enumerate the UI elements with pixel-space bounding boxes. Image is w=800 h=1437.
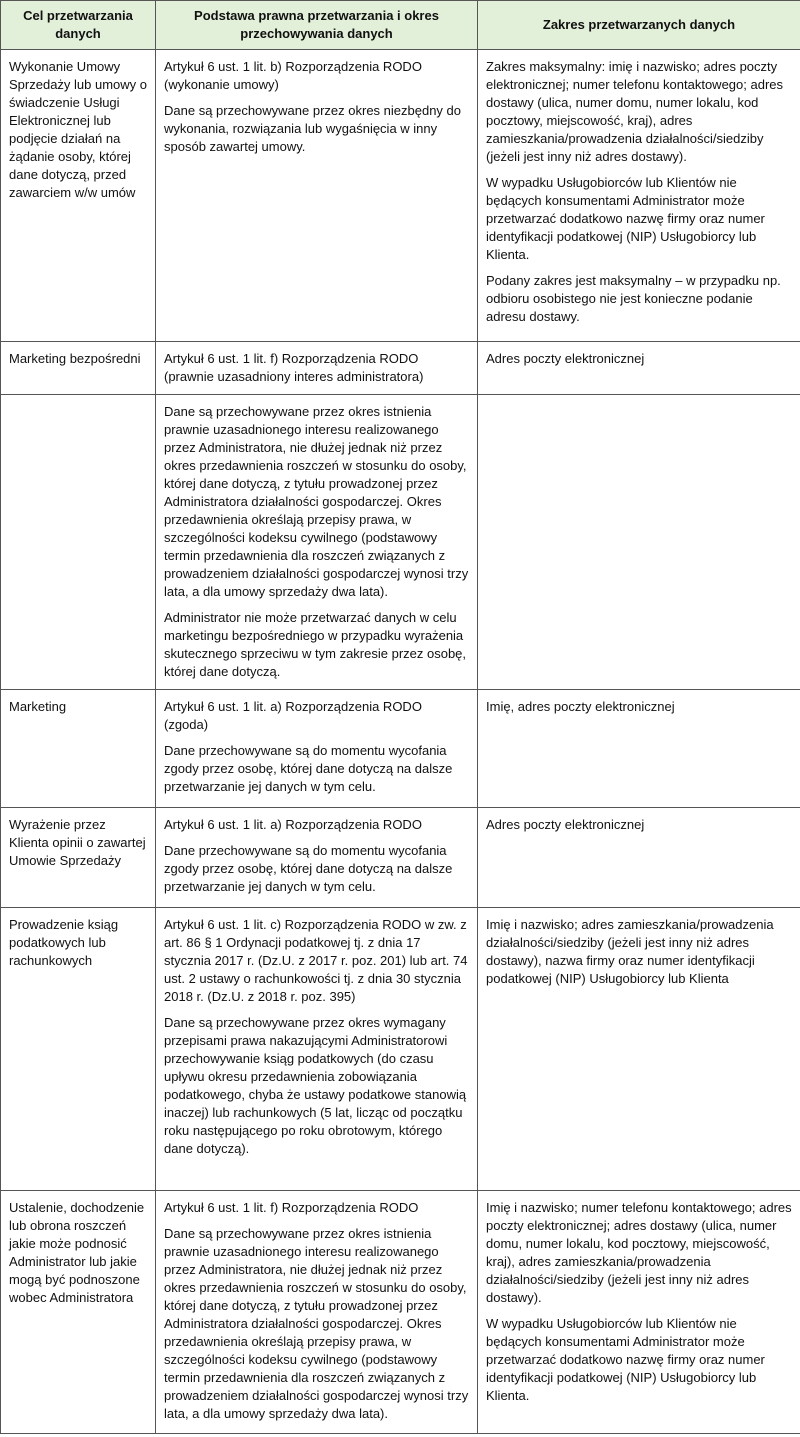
scope-cell [478,808,800,908]
header-row [1,1,800,50]
basis-paragraph: Dane są przechowywane przez okres istnienia prawnie uzasadnionego interesu realizowanego przez Administratora, nie dłużej jednak niż przez okres przedawnienia roszczeń w stosunku do osoby, której dane dotyczą, z tytułu prowadzonej przez Administratora działalności gospodarczej. Okres przedawnienia określają przepisy prawa, w szczególności kodeksu cywilnego (podstawowy termin przedawnienia dla roszczeń związanych z prowadzeniem działalności gospodarczej wynosi trzy lata, a dla umowy sprzedaży dwa lata). [164,404,469,599]
basis-paragraph: Artykuł 6 ust. 1 lit. a) Rozporządzenia RODO (zgoda) [164,699,422,732]
basis-paragraph: Artykuł 6 ust. 1 lit. c) Rozporządzenia RODO w zw. z art. 86 § 1 Ordynacji podatkowej tj. z dnia 17 stycznia 2017 r. (Dz.U. z 2017 r. poz. 201) lub art. 74 ust. 2 ustawy o rachunkowości tj. z dnia 30 stycznia 2018 r. (Dz.U. z 2018 r. poz. 395) [164,917,468,1004]
purpose-cell: Wyrażenie przez Klienta opinii o zawartej Umowie Sprzedaży [1,808,156,908]
scope-cell [478,690,800,808]
basis-paragraph: Artykuł 6 ust. 1 lit. a) Rozporządzenia RODO [164,817,422,832]
basis-cell [156,50,478,342]
scope-cell [478,342,800,395]
table-row [1,690,800,808]
scope-paragraph: Adres poczty elektronicznej [486,351,645,366]
scope-paragraph: Zakres maksymalny: imię i nazwisko; adres poczty elektronicznej; numer telefonu kontaktowego; adres dostawy (ulica, numer domu, numer lokalu, kod pocztowy, miejscowość, kraj), adres zamieszkania/prowadzenia działalności/siedziby (jeżeli jest inny niż adres dostawy). [486,59,784,164]
purpose-cell: Marketing [1,690,156,808]
scope-paragraph: Adres poczty elektronicznej [486,817,645,832]
table-row [1,342,800,395]
basis-cell [156,690,478,808]
table-row [1,908,800,1191]
scope-paragraph: Imię i nazwisko; numer telefonu kontaktowego; adres poczty elektronicznej; adres dostawy (ulica, numer domu, numer lokalu, kod pocztowy, miejscowość, kraj), adres zamieszkania/prowadzenia działalności/siedziby (jeżeli jest inny niż adres dostawy). [486,1200,792,1305]
table-row [1,395,800,690]
basis-paragraph: Dane są przechowywane przez okres niezbędny do wykonania, rozwiązania lub wygaśnięcia w inny sposób zawartej umowy. [164,103,462,154]
purpose-cell: Marketing bezpośredni [1,342,156,395]
table-row [1,808,800,908]
basis-paragraph: Artykuł 6 ust. 1 lit. b) Rozporządzenia RODO (wykonanie umowy) [164,59,422,92]
header-legal-basis: Podstawa prawna przetwarzania i okres przechowywania danych [156,1,478,50]
basis-paragraph: Artykuł 6 ust. 1 lit. f) Rozporządzenia RODO (prawnie uzasadniony interes administratora) [164,351,424,384]
scope-paragraph: W wypadku Usługobiorców lub Klientów nie będących konsumentami Administrator może przetwarzać dodatkowo nazwę firmy oraz numer identyfikacji podatkowej (NIP) Usługobiorcy lub Klienta. [486,175,765,262]
purpose-cell [1,395,156,690]
basis-paragraph: Artykuł 6 ust. 1 lit. f) Rozporządzenia RODO [164,1200,419,1215]
purpose-cell: Ustalenie, dochodzenie lub obrona roszczeń jakie może podnosić Administrator lub jakie mogą być podnoszone wobec Administratora [1,1191,156,1434]
basis-paragraph: Dane przechowywane są do momentu wycofania zgody przez osobę, której dane dotyczą na dalsze przetwarzanie jej danych w tym celu. [164,843,453,894]
scope-paragraph: Imię i nazwisko; adres zamieszkania/prowadzenia działalności/siedziby (jeżeli jest inny niż adres dostawy), nazwa firmy oraz numer identyfikacji podatkowej (NIP) Usługobiorcy lub Klienta [486,917,774,986]
purpose-cell: Wykonanie Umowy Sprzedaży lub umowy o świadczenie Usługi Elektronicznej lub podjęcie działań na żądanie osoby, której dane dotyczą, przed zawarciem w/w umów [1,50,156,342]
scope-cell [478,908,800,1191]
purpose-cell: Prowadzenie ksiąg podatkowych lub rachunkowych [1,908,156,1191]
basis-paragraph: Dane są przechowywane przez okres istnienia prawnie uzasadnionego interesu realizowanego przez Administratora, nie dłużej jednak niż przez okres przedawnienia roszczeń w stosunku do osoby, której dane dotyczą, z tytułu prowadzonej przez Administratora działalności gospodarczej. Okres przedawnienia określają przepisy prawa, w szczególności kodeksu cywilnego (podstawowy termin przedawnienia dla roszczeń związanych z prowadzeniem działalności gospodarczej wynosi trzy lata, a dla umowy sprzedaży dwa lata). [164,1226,469,1421]
scope-cell [478,395,800,690]
scope-paragraph: W wypadku Usługobiorców lub Klientów nie będących konsumentami Administrator może przetwarzać dodatkowo nazwę firmy oraz numer identyfikacji podatkowej (NIP) Usługobiorcy lub Klienta. [486,1316,765,1403]
header-data-scope: Zakres przetwarzanych danych [478,1,800,50]
basis-paragraph: Dane przechowywane są do momentu wycofania zgody przez osobę, której dane dotyczą na dalsze przetwarzanie jej danych w tym celu. [164,743,453,794]
basis-paragraph: Dane są przechowywane przez okres wymagany przepisami prawa nakazującymi Administratorowi przechowywanie ksiąg podatkowych (do czasu upływu okresu przedawnienia zobowiązania podatkowego, chyba że ustawy podatkowe stanowią inaczej) lub rachunkowych (5 lat, licząc od początku roku następującego po roku obrotowym, którego dane dotyczą). [164,1015,467,1156]
scope-cell [478,50,800,342]
header-purpose: Cel przetwarzania danych [1,1,156,50]
basis-cell [156,395,478,690]
scope-cell [478,1191,800,1434]
basis-cell [156,1191,478,1434]
basis-paragraph: Administrator nie może przetwarzać danych w celu marketingu bezpośredniego w przypadku wyrażenia skutecznego sprzeciwu w tym zakresie przez osobę, której dane dotyczą. [164,610,467,679]
scope-paragraph: Imię, adres poczty elektronicznej [486,699,675,714]
table-row [1,50,800,342]
scope-paragraph: Podany zakres jest maksymalny – w przypadku np. odbioru osobistego nie jest konieczne podanie adresu dostawy. [486,273,781,324]
basis-cell [156,808,478,908]
basis-cell [156,342,478,395]
table-row [1,1191,800,1434]
basis-cell [156,908,478,1191]
